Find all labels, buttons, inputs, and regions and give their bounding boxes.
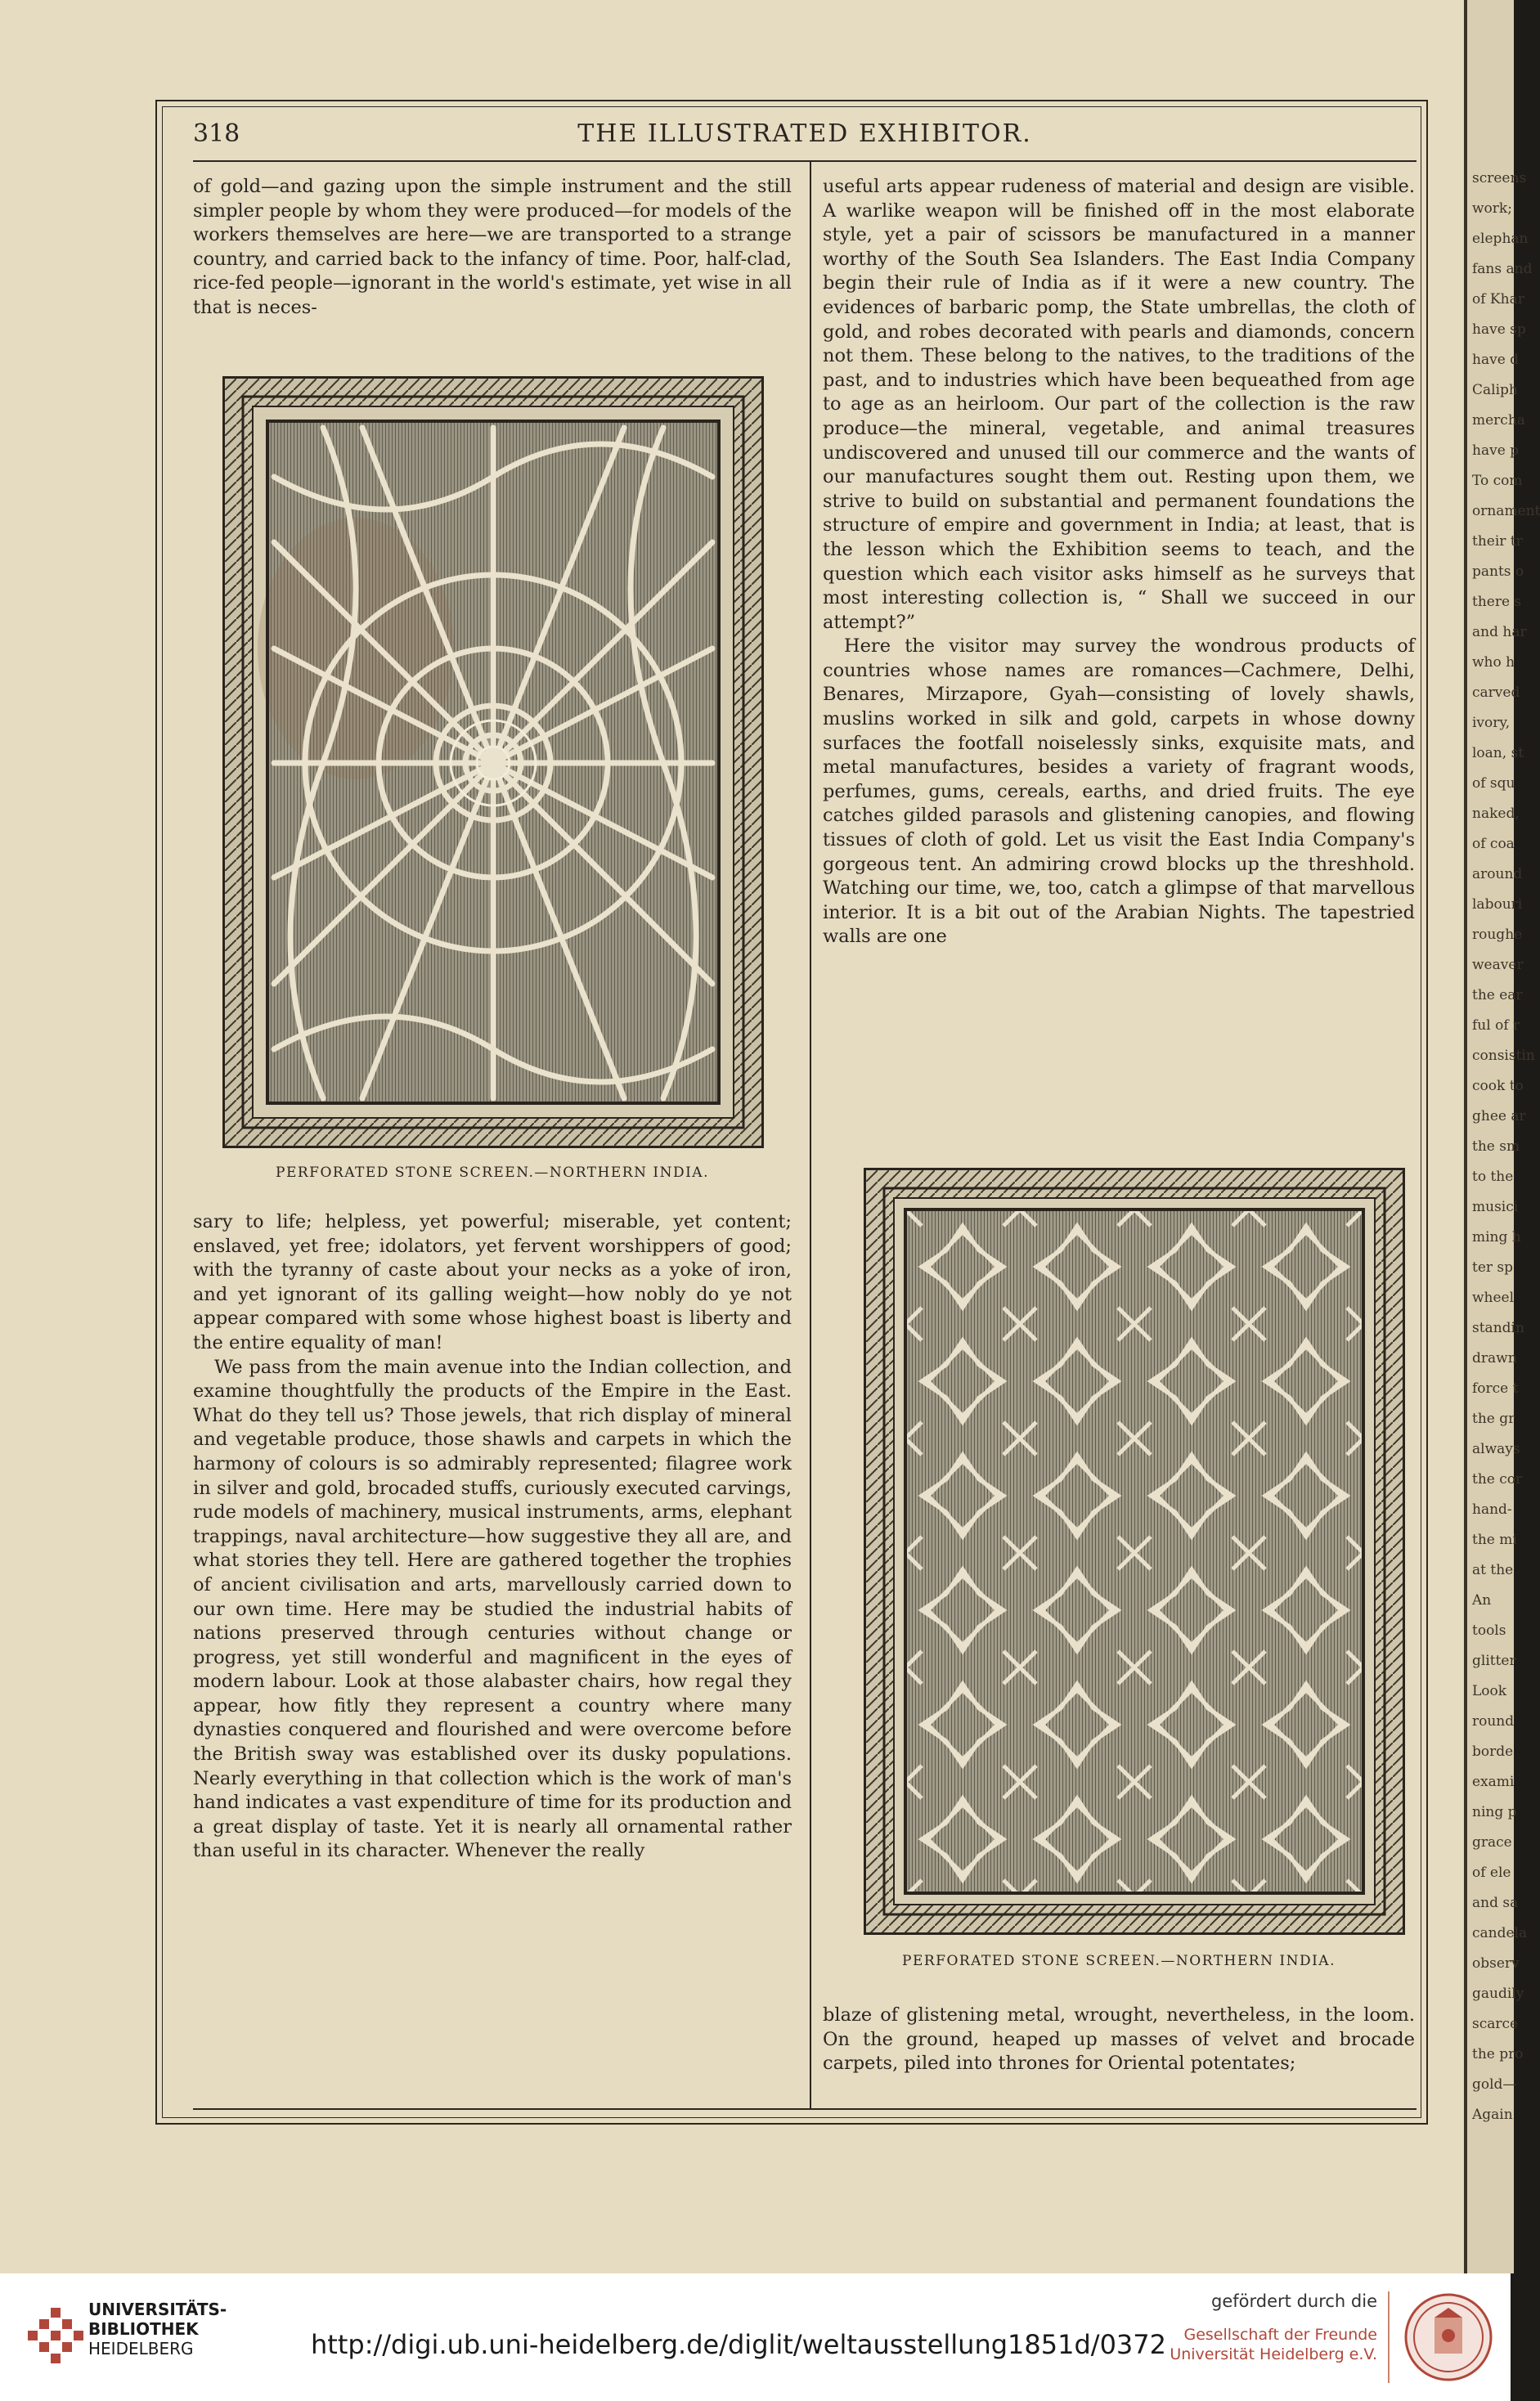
figure-caption-1: PERFORATED STONE SCREEN.—NORTHERN INDIA. [276,1165,709,1181]
library-name [88,2300,227,2358]
left-top-paragraph: of gold—and gazing upon the simple instrument and the still simpler people by whom they were produced—for models of the workers themselves are here—we are transported to a strange country, and carried back to the infancy of time. Poor, half-clad, rice-fed people—ignorant in the world's estimate, yet wise in all that is neces- [193,176,792,318]
right-paragraph-3: blaze of glistening metal, wrought, nevertheless, in the loom. On the ground, heaped up masses of velvet and brocade carpets, piled into thrones for Oriental potentates; [823,2004,1415,2075]
left-paragraph-1: sary to life; helpless, yet powerful; miserable, yet content; enslaved, yet free; idolators, yet fervent worshippers of good; with the tyranny of caste about your necks as a yoke of iron, and yet ignorant of its galling weight—how nobly do ye not appear compared with some whose highest boast is liberty and the entire equality of man! [193,1211,792,1353]
bottom-rule [193,2108,1417,2110]
page-number: 318 [193,119,240,148]
right-paragraph-1: useful arts appear rudeness of material and design are visible. A warlike weapon will be finished off in the most elaborate style, yet a pair of scissors be manufactured in a manner worthy of the South Sea Islanders. The East India Company begin their rule of India as if it were a new country. The evidences of barbaric pomp, the State umbrellas, the cloth of gold, and robes decorated with pearls and diamonds, concern not them. These belong to the natives, to the traditions of the past, and to industries which have been bequeathed from age to age as an heirloom. Our part of the collection is the raw produce—the mineral, vegetable, and animal treasures undiscovered and unused till our commerce and the wants of our manufactures sought them out. Resting upon them, we strive to build on substantial and permanent foundations the structure of empire and government in India; at least, that is the lesson which the Exhibition seems to teach, and the question which each visitor asks himself as he surveys that most interesting collection is, “ Shall we succeed in our attempt?” [823,176,1415,633]
geometric-star-lattice-illustration [866,1170,1403,1932]
university-seal-icon [1403,2288,1493,2386]
library-line-2: BIBLIOTHEK [88,2319,199,2339]
right-paragraph-2: Here the visitor may survey the wondrous products of countries whose names are romances—Cachmere, Delhi, Benares, Mirzapore, Gyah—consisting of lovely shawls, muslins worked in silk and gold, carpets in whose downy surfaces the footfall noiselessly sinks, exquisite mats, and metal manufactures, besides a variety of fragrant woods, perfumes, gums, cereals, earths, and dried fruits. The eye catches gilded parasols and glistening canopies, and flowing tissues of cloth of gold. Let us visit the East India Company's gorgeous tent. An admiring crowd blocks up the threshhold. Watching our time, we, too, catch a glimpse of that marvellous interior. It is a bit out of the Arabian Nights. The tapestried walls are one [823,635,1415,948]
running-header [193,119,1417,159]
sponsor-intro: gefördert durch die [1211,2291,1377,2311]
left-paragraph-2: We pass from the main avenue into the Indian collection, and examine thoughtfully the products of the Empire in the East. What do they tell us? Those jewels, that rich display of mineral and vegetable produce, those shawls and carpets in which the harmony of colours is so admirably represented; filagree work in silver and gold, brocaded stuffs, curiously executed carvings, rude models of machinery, musical instruments, arms, elephant trappings, naval architecture—how suggestive they all are, and what stories they tell. Here are gathered together the trophies of ancient civilisation and arts, marvellously carried down to our own time. Here may be studied the industrial habits of nations preserved through centuries without change or progress, yet still wonderful and magnificent in the eyes of modern labour. Look at those alabaster chairs, how regal they appear, how fitly they represent a country where many dynasties conquered and flourished and were overcome before the British sway was established over its dusky populations. Nearly everything in that collection which is the work of man's hand indicates a vast expenditure of time for its production and a great display of taste. Yet it is nearly all ornamental rather than useful in its character. Whenever the really [193,1356,792,1862]
right-column-top-text [823,175,1415,949]
floral-lattice-illustration [225,379,761,1146]
right-column-bottom-text [823,2004,1415,2076]
adjacent-page-fragments: screens work; elephan fans and of Khar have sp have d Caliph mercha have p To com ornament their tr pants o there s and har who h carved ivory, loan, st of squ naked, of coa around labouri roughe weaver the ear ful of r consistin cook to ghee ar the sm to the musici ming h ter sp wheel standin drawn force t the gr always the cor hand- the mi at the An tools glitter Look round borde exami ning p grace of ele and sa candela observ gaudily scarce the pro gold— Again [1472,170,1540,2123]
university-library-logo-icon [25,2298,93,2367]
figure-perforated-screen-1 [222,376,764,1148]
left-column-top-text [193,175,792,321]
adjacent-page-edge [1464,0,1540,2273]
digitization-footer [0,2273,1511,2401]
figure-perforated-screen-2 [864,1168,1405,1935]
header-rule [193,160,1417,162]
column-rule [810,162,811,2108]
sponsor-block [1165,2291,1377,2363]
sponsor-name-line-1: Gesellschaft der Freunde [1183,2326,1377,2344]
sponsor-name-line-2: Universität Heidelberg e.V. [1170,2345,1377,2363]
footer-divider [1388,2291,1390,2383]
digital-copy-link[interactable]: http://digi.ub.uni-heidelberg.de/diglit/weltausstellung1851d/0372 [311,2329,1166,2360]
figure-caption-2: PERFORATED STONE SCREEN.—NORTHERN INDIA. [902,1953,1336,1969]
left-column-main-text [193,1210,792,1864]
library-line-1: UNIVERSITÄTS- [88,2300,227,2319]
library-line-3: HEIDELBERG [88,2339,194,2358]
running-title: THE ILLUSTRATED EXHIBITOR. [577,119,1032,148]
